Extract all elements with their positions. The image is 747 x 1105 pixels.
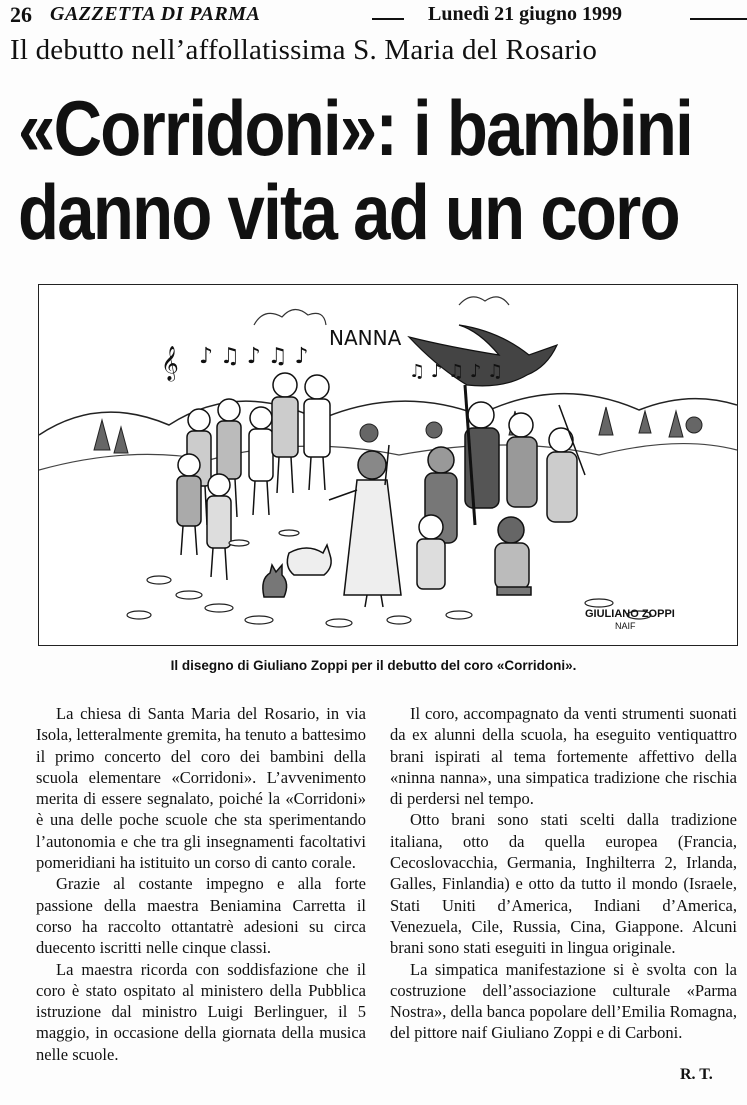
newspaper-name: GAZZETTA DI PARMA	[50, 3, 261, 25]
paragraph: Otto brani sono stati scelti dalla tradizione italiana, otto da quella europea (Francia, Cecoslovacchia, Germania, Inghilterra 2, Irlanda, Galles, Finlandia) e otto da tutto il mondo (Israele, Stati Uniti d’America, Indiani d’America, Venezuela, Cile, Russia, Cina, Giappone. Alcuni brani sono stati eseguiti in lingua originale.	[390, 810, 737, 958]
cat-icon	[263, 545, 331, 597]
conductor	[329, 445, 401, 607]
masthead	[10, 2, 737, 28]
artist-signature: GIULIANO ZOPPI	[585, 608, 675, 620]
article-headline	[18, 84, 693, 256]
song-lettering: NANNA	[329, 326, 402, 350]
masthead-rule	[372, 18, 404, 20]
paragraph: La simpatica manifestazione si è svolta con la costruzione dell’associazione culturale «Parma Nostra», della banca popolare dell’Emilia Romagna, del pittore naif Giuliano Zoppi e di Carboni.	[390, 959, 737, 1043]
paragraph: La chiesa di Santa Maria del Rosario, in via Isola, letteralmente gremita, ha tenuto a battesimo il primo concerto del coro dei bambini della scuola elementare «Corridoni». L’avvenimento merita di essere segnalato, poiché la «Corridoni» è una delle poche scuole che sta sperimentando l’autonomia e che tra gli insegnamenti facoltativi pomeridiani ha istituito un corso di canto corale.	[36, 704, 366, 873]
clouds	[254, 297, 509, 325]
article-column-right	[390, 703, 737, 1044]
paragraph: La maestra ricorda con soddisfazione che il coro è stato ospitato al ministero della Pubblica istruzione dal ministro Luigi Berlinguer, il 5 maggio, in occasione della giornata della musica nelle scuole.	[36, 959, 366, 1064]
issue-date: Lunedì 21 giugno 1999	[428, 3, 622, 25]
article-kicker: Il debutto nell’affollatissima S. Maria del Rosario	[10, 34, 598, 66]
paragraph: Grazie al costante impegno e alla forte passione della maestra Beniamina Carretta il corso ha raccolto ottantatrè adesioni su circa duecento iscritti nelle cinque classi.	[36, 874, 366, 958]
hills	[39, 394, 737, 435]
headline-line: «Corridoni»: i bambini	[18, 84, 693, 172]
article-column-left	[36, 703, 366, 1065]
page-number: 26	[10, 2, 32, 27]
paragraph: Il coro, accompagnato da venti strumenti suonati da ex alunni della scuola, ha eseguito ventiquattro brani ispirati al tema fortemente affettivo della «ninna nanna», una simpatica tradizione che rischia di perdersi nel tempo.	[390, 704, 737, 809]
author-signature: R. T.	[680, 1066, 713, 1083]
illustration-drawing	[39, 285, 737, 645]
choir-illustration	[38, 284, 738, 646]
musicians	[417, 385, 585, 595]
artist-signature: NAIF	[615, 621, 636, 631]
headline-line: danno vita ad un coro	[18, 168, 679, 256]
svg-text:♫ ♪ ♫ ♪ ♫: ♫ ♪ ♫ ♪ ♫	[409, 361, 504, 382]
figure-caption: Il disegno di Giuliano Zoppi per il debutto del coro «Corridoni».	[170, 658, 577, 673]
svg-text:♪ ♫ ♪ ♫ ♪: ♪ ♫ ♪ ♫ ♪	[199, 344, 309, 369]
masthead-rule	[690, 18, 747, 20]
treble-clef-icon: 𝄞	[161, 346, 179, 381]
trees	[94, 407, 702, 453]
